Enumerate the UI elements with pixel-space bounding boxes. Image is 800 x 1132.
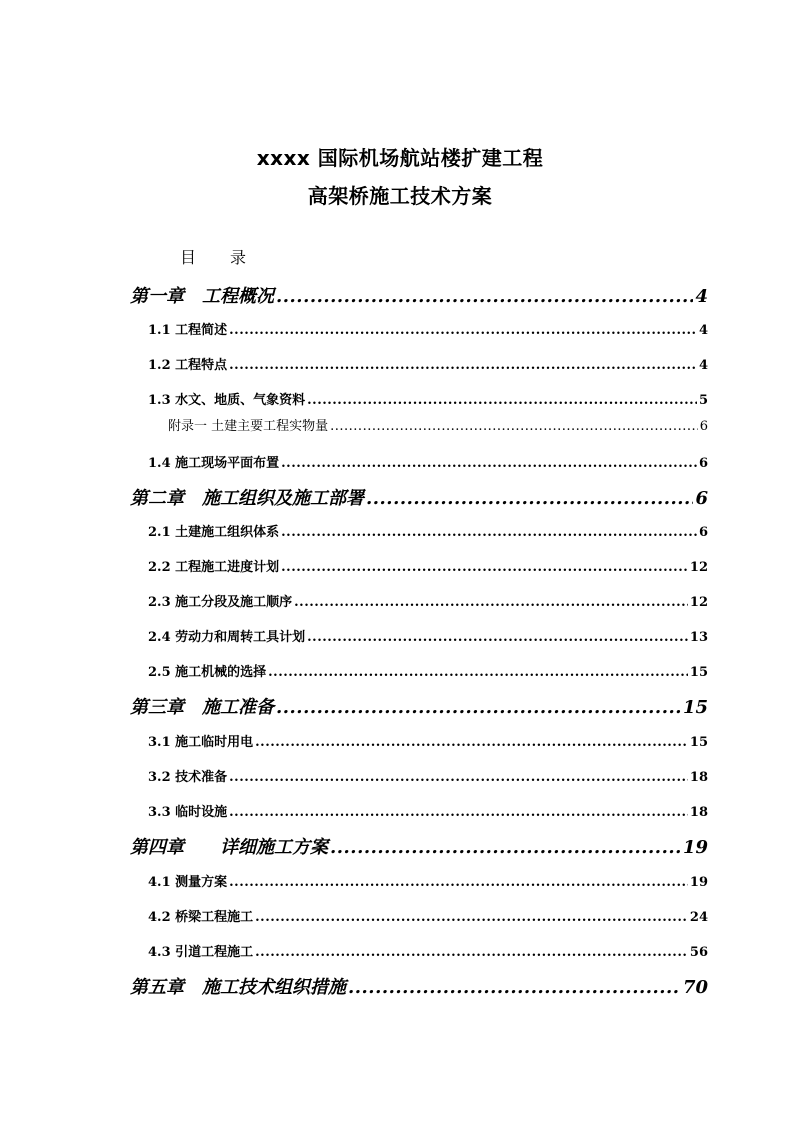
toc-entry-label: 第三章 施工准备 [130, 697, 274, 718]
toc-heading [180, 245, 246, 268]
toc-entry-page: 6 [695, 488, 708, 509]
toc-leader [281, 456, 697, 471]
toc-entry-page: 24 [689, 910, 708, 925]
toc-entry-page: 6 [699, 419, 708, 434]
toc-entry-label: 1.1 工程简述 [148, 323, 228, 338]
toc-entry-label: 第五章 施工技术组织措施 [130, 977, 346, 998]
toc-entry-page: 12 [689, 595, 708, 610]
toc-entry[interactable] [148, 766, 708, 785]
toc-leader [276, 286, 693, 307]
toc-leader [229, 805, 688, 820]
toc-entry-page: 13 [689, 630, 708, 645]
toc-entry[interactable] [148, 941, 708, 960]
toc-leader [307, 630, 688, 645]
toc-leader [255, 910, 688, 925]
toc-entry-page: 19 [682, 837, 708, 858]
toc-entry[interactable] [168, 415, 708, 434]
document-title-line1: xxxx 国际机场航站楼扩建工程 [256, 146, 544, 170]
toc-heading-char-1: 目 [180, 248, 197, 267]
toc-entry-label: 2.2 工程施工进度计划 [148, 560, 280, 575]
toc-leader [330, 419, 698, 434]
toc-entry[interactable] [148, 906, 708, 925]
toc-entry-label: 4.1 测量方案 [148, 875, 228, 890]
toc-entry[interactable] [148, 661, 708, 680]
toc-leader [229, 770, 688, 785]
toc-entry[interactable] [130, 282, 708, 308]
toc-entry[interactable] [148, 389, 708, 408]
toc-entry-page: 56 [689, 945, 708, 960]
toc-entry-page: 5 [698, 393, 708, 408]
toc-entry-label: 4.2 桥梁工程施工 [148, 910, 254, 925]
toc-entry-label: 第四章 详细施工方案 [130, 837, 328, 858]
toc-entry[interactable] [148, 354, 708, 373]
toc-entry[interactable] [148, 556, 708, 575]
toc-entry-page: 18 [689, 770, 708, 785]
toc-entry[interactable] [130, 484, 708, 510]
toc-entry-page: 6 [698, 525, 708, 540]
toc-entry[interactable] [148, 521, 708, 540]
toc-entry-label: 3.2 技术准备 [148, 770, 228, 785]
toc-leader [281, 525, 697, 540]
toc-entry-label: 第二章 施工组织及施工部署 [130, 488, 364, 509]
toc-entry[interactable] [130, 833, 708, 859]
toc-entry-label: 2.3 施工分段及施工顺序 [148, 595, 293, 610]
toc-entry[interactable] [148, 319, 708, 338]
toc-entry-page: 6 [698, 456, 708, 471]
toc-entry-label: 3.3 临时设施 [148, 805, 228, 820]
toc-leader [348, 977, 681, 998]
toc-leader [330, 837, 681, 858]
toc-entry-page: 4 [695, 286, 708, 307]
toc-entry-page: 18 [689, 805, 708, 820]
toc-entry-label: 1.4 施工现场平面布置 [148, 456, 280, 471]
toc-entry[interactable] [148, 871, 708, 890]
toc-leader [255, 735, 688, 750]
toc-entry-label: 2.1 土建施工组织体系 [148, 525, 280, 540]
toc-entry[interactable] [148, 452, 708, 471]
toc-entry-page: 19 [689, 875, 708, 890]
toc-leader [268, 665, 688, 680]
toc-entry[interactable] [148, 626, 708, 645]
toc-entry-page: 4 [698, 358, 708, 373]
toc-entry-label: 1.3 水文、地质、气象资料 [148, 393, 306, 408]
toc-entry[interactable] [130, 693, 708, 719]
toc-entry-label: 3.1 施工临时用电 [148, 735, 254, 750]
document-title-line2: 高架桥施工技术方案 [307, 184, 493, 208]
toc-entry-label: 1.2 工程特点 [148, 358, 228, 373]
toc-entry[interactable] [130, 973, 708, 999]
toc-leader [307, 393, 697, 408]
toc-leader [255, 945, 688, 960]
toc-entry-label: 2.5 施工机械的选择 [148, 665, 267, 680]
toc-leader [229, 875, 688, 890]
toc-entry-label: 4.3 引道工程施工 [148, 945, 254, 960]
toc-leader [294, 595, 688, 610]
toc-entry-label: 第一章 工程概况 [130, 286, 274, 307]
toc-entry[interactable] [148, 591, 708, 610]
toc-entry[interactable] [148, 731, 708, 750]
toc-leader [229, 323, 697, 338]
toc-leader [366, 488, 693, 509]
toc-entry-page: 12 [689, 560, 708, 575]
toc-leader [229, 358, 697, 373]
toc-entry-page: 15 [689, 735, 708, 750]
toc-entry-label: 附录一 土建主要工程实物量 [168, 419, 329, 434]
toc-entry-label: 2.4 劳动力和周转工具计划 [148, 630, 306, 645]
toc-heading-char-2: 录 [230, 248, 247, 267]
toc-entry[interactable] [148, 801, 708, 820]
toc-entry-page: 15 [689, 665, 708, 680]
toc-entry-page: 4 [698, 323, 708, 338]
toc-entry-page: 15 [682, 697, 708, 718]
toc-entry-page: 70 [682, 977, 708, 998]
toc-leader [276, 697, 681, 718]
toc-leader [281, 560, 688, 575]
